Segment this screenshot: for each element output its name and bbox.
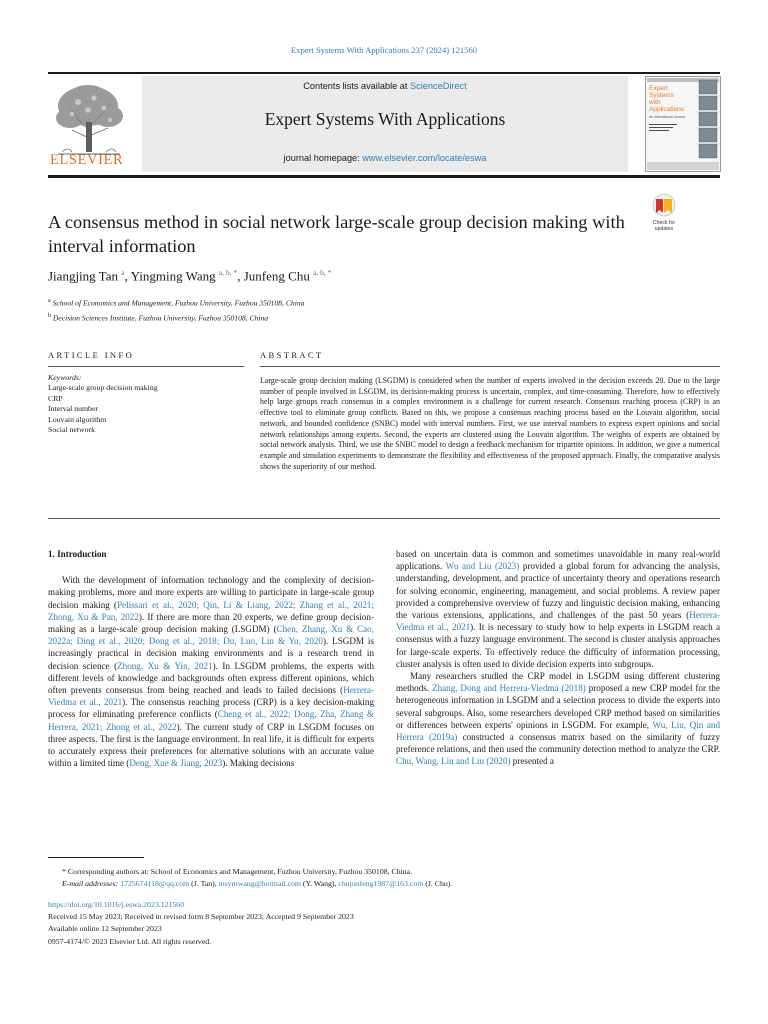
paragraph-text: provided a global forum for advancing the analysis, understanding, development, and practice of uncertainty theory and operations research for solving economic, engineering, management, and social problems. A review paper provided a comprehensive overview of fuzzy and linguistic decision making, enhancing the various extensions, applications, and challenges of the past 50 years ( (396, 561, 721, 621)
citation-link[interactable]: Deng, Xue & Jiang, 2023 (129, 758, 223, 769)
email-link[interactable]: msymwang@hotmail.com (218, 879, 301, 888)
doi-link[interactable]: https://doi.org/10.1016/j.eswa.2023.121560 (48, 900, 185, 909)
footnotes (48, 866, 720, 890)
masthead-top-rule (48, 72, 720, 74)
article-info-rule (48, 366, 244, 367)
footnote-rule (48, 857, 144, 858)
cover-line-3: with (649, 99, 661, 106)
check-badge-line-1: Check for (652, 220, 676, 226)
keyword-item: Interval number (48, 404, 99, 414)
journal-masthead (48, 72, 720, 178)
author-name: Jiangjing Tan (48, 268, 118, 284)
journal-homepage-line (142, 153, 628, 163)
check-badge-line-2: updates (654, 226, 674, 232)
citation-link[interactable]: Zhang, Dong and Herrera-Viedma (2018) (432, 683, 586, 694)
homepage-prefix: journal homepage: (283, 153, 363, 163)
keywords-label: Keywords: (48, 373, 82, 382)
corresponding-author-note: * Corresponding authors at: School of Economics and Management, Fuzhou University, Fuzhou 350108, China. (62, 867, 413, 876)
running-header[interactable]: Expert Systems With Applications 237 (2024) 121560 (290, 45, 478, 55)
cover-line-4: Applications (649, 106, 685, 113)
email-link[interactable]: 1725674118@qq.com (120, 879, 190, 888)
journal-homepage-link[interactable]: www.elsevier.com/locate/eswa (362, 153, 487, 163)
keywords-block (48, 373, 244, 435)
journal-cover-thumbnail (645, 76, 721, 172)
paragraph-text: Many researchers studied the CRP model in LSGDM using different clustering methods. (396, 671, 720, 694)
citation-link[interactable]: Herrera-Viedma et al., 2021 (48, 685, 374, 708)
affiliation-list (48, 295, 648, 324)
body-column-left (48, 548, 374, 769)
email-owner: (J. Tan), (189, 879, 219, 888)
received-dates: Received 15 May 2023; Received in revised form 8 September 2023; Accepted 9 September 2023 (48, 912, 354, 922)
paragraph-text: ). The consensus reaching process (CRP) is a key decision-making process for eliminating preference conflicts ( (48, 697, 374, 720)
body-paragraph (396, 670, 720, 768)
author-marks[interactable]: a, b, * (313, 268, 332, 277)
elsevier-wordmark: ELSEVIER (50, 152, 124, 168)
citation-link[interactable]: Wu and Liu (2023) (445, 561, 520, 572)
paragraph-text: ). The current study of CRP in LSGDM focuses on three aspects. The first is the language environment. In real life, it is difficult for experts to accurately express their preferences for alternative solutions with an accurate value within a limited time ( (48, 721, 375, 769)
body-column-right (396, 548, 720, 768)
check-for-updates-badge[interactable] (646, 193, 682, 233)
email-addresses (48, 878, 720, 890)
available-online: Available online 12 September 2023 (48, 924, 162, 934)
copyright-line: 0957-4174/© 2023 Elsevier Ltd. All rights reserved. (48, 936, 212, 946)
author-list (48, 268, 648, 284)
citation-link[interactable]: Chen, Zhang, Xu & Cao, 2022a; Ding et al., 2020; Dong et al., 2018; Du, Luo, Lin & Yu, 2020 (48, 624, 374, 647)
keyword-item: Social network (48, 425, 95, 435)
paragraph-text: With the development of information technology and the complexity of decision-making problems, more and more experts are willing to participate in large-scale group decision making ( (48, 575, 374, 610)
affiliation-mark: b (48, 312, 51, 319)
email-owner: (Y. Wang), (300, 879, 339, 888)
keyword-item: Large-scale group decision making (48, 383, 158, 393)
article-info-heading: ARTICLE INFO (48, 350, 135, 360)
paragraph-text: ). It is necessary to study how to help experts in LSGDM reach a consensus with a fuzzy language environment. The second is cluster analysis approaches for large-scale experts. To effectively reduce the difficulty of information processing, cluster analysis is often used to divide decision experts into subgroups. (396, 622, 720, 669)
body-paragraph (48, 574, 374, 769)
email-owner: (J. Chu). (423, 879, 453, 888)
abstract-rule (260, 366, 720, 367)
author-name: Yingming Wang (130, 268, 216, 284)
contents-prefix: Contents lists available at (303, 81, 411, 91)
masthead-bottom-rule (48, 175, 720, 178)
journal-title: Expert Systems With Applications (264, 109, 506, 129)
affiliation-mark: a (48, 298, 51, 304)
article-title: A consensus method in social network large-scale group decision making with interval information (48, 212, 625, 256)
paragraph-text: proposed a new CRP model for the heterogeneous information in LSGDM and a selection process to divide the experts into several subgroups. Also, some researchers developed CRP method based on similarities or differences between experts' opinions in LSGDM. For example, (396, 683, 721, 730)
email-label: E-mail addresses: (62, 879, 121, 888)
abstract-bottom-rule (48, 518, 720, 519)
cover-line-1: Expert (649, 85, 668, 92)
citation-link[interactable]: Zhong, Xu & Yin, 2021 (117, 660, 213, 671)
publication-info (48, 899, 720, 948)
paragraph-text: presented a (510, 756, 554, 767)
email-link[interactable]: chujunfeng1987@163.com (338, 879, 424, 888)
abstract-text: Large-scale group decision making (LSGDM) is considered when the number of experts involved in the decision exceeds 20. Due to the large number of people involved in LSGDM, its decision-making process is uncertain, complex, and time-consuming. Therefore, how to effectively help large groups reach consensus in a complex environment is a challenge for current research. Consensus reaching process (CRP) is an effective tool to eliminate group conflicts. Based on this, we propose a consensus reaching process based on the Louvain algorithm, social network, and bounded confidence (SNBC) model with interval numbers. First, we use interval numbers to express expert opinions and social network relationships among experts. Second, the experts are clustered using the Louvain algorithm. The weights of experts are obtained by social network analysis. Third, we use the SNBC model to design a feedback mechanism for tripartite opinions. In addition, we give a numerical example and simulation experiments to demonstrate the flexibility and effectiveness of the proposed approach. Finally, the comparative analysis shows the superiority of our method. (260, 376, 720, 471)
citation-link[interactable]: Pelissari et al., 2020; Qin, Li & Liang, 2022; Zhang et al., 2021; Zhong, Xu & Pan, 2022 (48, 599, 374, 622)
masthead-center-panel (142, 76, 628, 172)
section-heading-introduction: 1. Introduction (48, 549, 107, 559)
author-separator: , (237, 268, 244, 284)
keyword-item: Louvain algorithm (48, 414, 107, 424)
citation-link[interactable]: Cheng et al., 2022; Dong, Zha, Zhang & Herrera, 2021; Zhong et al., 2022 (48, 709, 374, 732)
body-paragraph (396, 548, 720, 670)
author-name: Junfeng Chu (243, 268, 310, 284)
cover-line-2: Systems (649, 92, 674, 99)
paragraph-text: based on uncertain data is common and sometimes unavoidable in many real-world applications. (396, 549, 720, 572)
paragraph-text: ). LSGDM is increasingly practical in decision making environments and is a research trend in decision science ( (48, 636, 374, 671)
paragraph-text: ). If there are more than 20 experts, we define group decision-making as a large-scale group decision making (LSGDM) ( (48, 611, 375, 635)
author-marks[interactable]: a (121, 268, 125, 277)
affiliation-text: School of Economics and Management, Fuzhou University, Fuzhou 350108, China (52, 298, 305, 308)
citation-link[interactable]: Wu, Liu, Qin and Herrera (2019a) (396, 719, 720, 743)
affiliation-item (48, 310, 648, 325)
affiliation-item (48, 295, 648, 310)
keyword-item: CRP (48, 393, 63, 403)
cover-subtitle: An International Journal (649, 115, 685, 119)
author-separator: , (124, 268, 131, 284)
paragraph-text: ). In LSGDM problems, the experts with different levels of knowledge and backgrounds often express different opinions, which often prevents consensus from being reached and leads to failed decisions ( (48, 660, 375, 696)
sciencedirect-link[interactable]: ScienceDirect (410, 81, 467, 91)
contents-line (142, 81, 628, 91)
citation-link[interactable]: Chu, Wang, Liu and Liu (2020) (396, 756, 511, 767)
citation-link[interactable]: Herrera-Viedma et al., 2021 (396, 610, 720, 633)
abstract-heading: ABSTRACT (260, 350, 324, 360)
paragraph-text: ). Making decisions (222, 758, 295, 769)
paragraph-text: constructed a consensus matrix based on the similarity of fuzzy preference relations, and then used the community detection method to analyze the CRP. (396, 732, 720, 755)
author-marks[interactable]: a, b, * (218, 268, 238, 277)
affiliation-text: Decision Sciences Institute, Fuzhou University, Fuzhou 350108, China (52, 313, 269, 323)
